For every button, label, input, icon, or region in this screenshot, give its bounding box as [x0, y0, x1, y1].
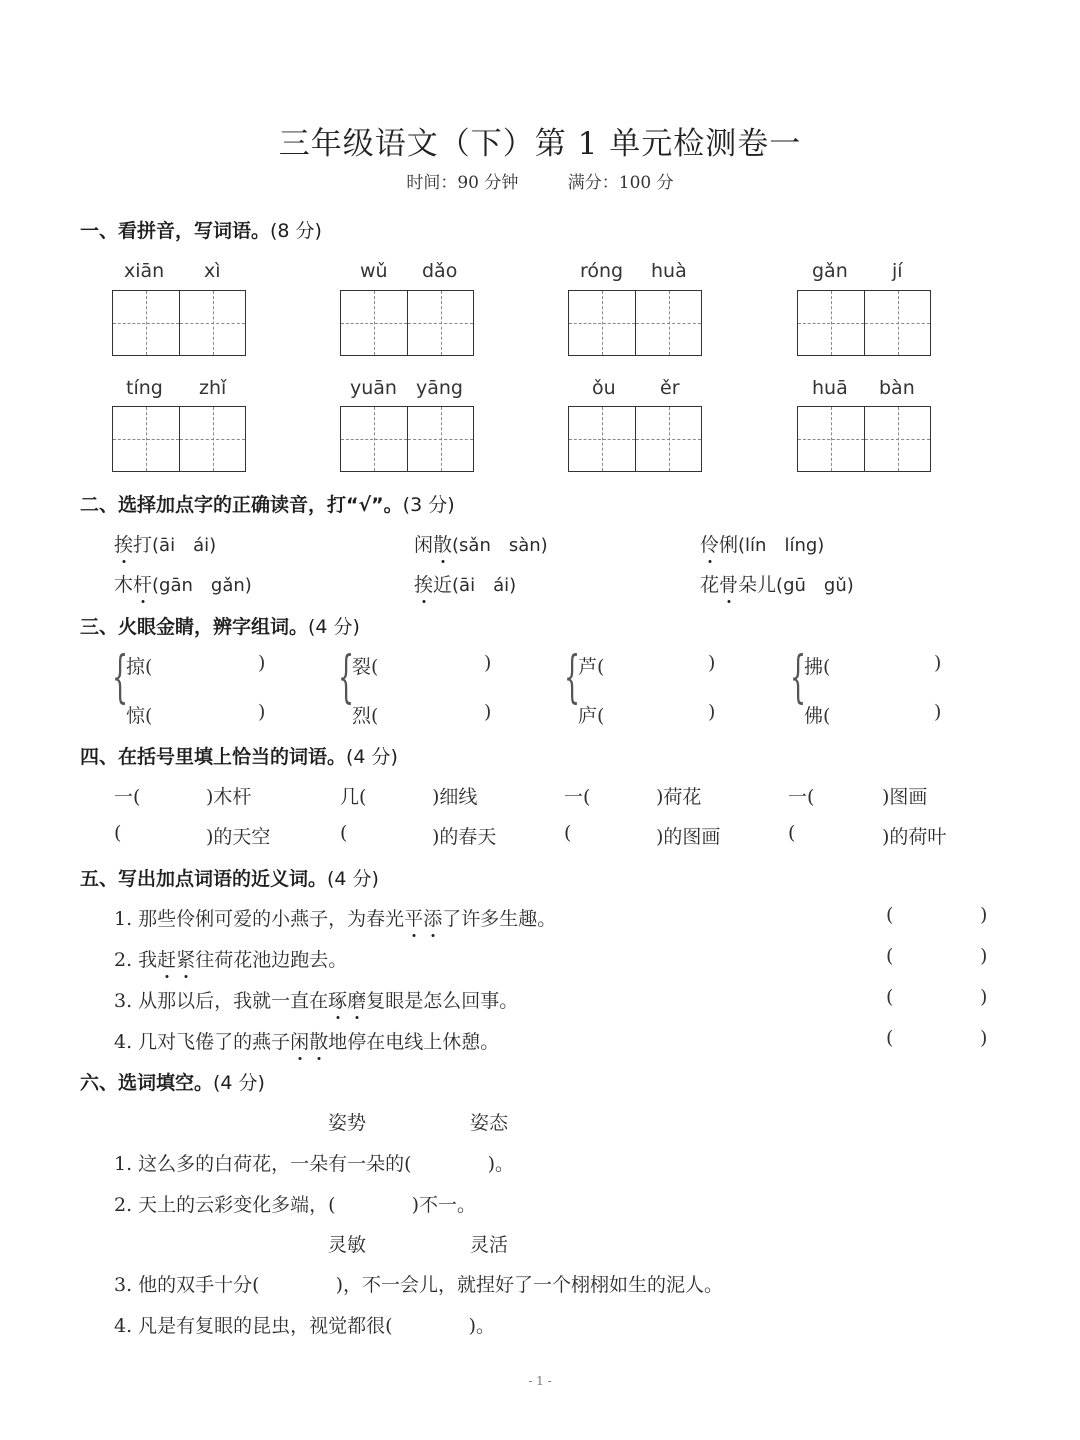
fill-sentence[interactable]: 3. 他的双手十分( )，不一会儿，就捏好了一个栩栩如生的泥人。 — [114, 1274, 723, 1296]
section-2-heading: 二、选择加点字的正确读音，打“√”。(3 分) — [80, 494, 455, 516]
reading-choice[interactable]: 花骨朵儿(gū gǔ) — [700, 574, 854, 596]
fill-blank[interactable]: 几( — [340, 786, 367, 808]
writing-grid[interactable] — [340, 290, 474, 356]
brace-icon: { — [564, 645, 581, 710]
word-choice: 灵活 — [470, 1234, 509, 1256]
fill-blank[interactable]: 一( — [788, 786, 815, 808]
section-6-heading: 六、选词填空。(4 分) — [80, 1072, 265, 1094]
fill-sentence[interactable]: 4. 凡是有复眼的昆虫，视觉都很( )。 — [114, 1315, 495, 1337]
word-choice: 灵敏 — [328, 1234, 367, 1256]
reading-choice[interactable]: 木杆(gān gǎn) — [114, 574, 252, 596]
fill-blank[interactable]: ( — [564, 822, 572, 844]
exam-info — [0, 168, 1080, 193]
fill-blank[interactable]: 一( — [564, 786, 591, 808]
reading-choice[interactable]: 伶俐(lín líng) — [700, 534, 825, 556]
dotted-char: 骨 — [719, 574, 739, 596]
page-title: 三年级语文（下）第 1 单元检测卷一 — [278, 126, 802, 162]
page-number: - 1 - — [528, 1374, 552, 1388]
section-5-heading: 五、写出加点词语的近义词。(4 分) — [80, 868, 379, 890]
dotted-char: 伶 — [700, 534, 720, 556]
fill-blank[interactable]: ( — [340, 822, 348, 844]
dotted-char: 杆 — [133, 574, 153, 596]
synonym-sentence: 4. 几对飞倦了的燕子闲散地停在电线上休憩。 — [114, 1031, 500, 1053]
dotted-char: 挨 — [114, 534, 134, 556]
dotted-char: 散 — [433, 534, 453, 556]
synonym-sentence: 1. 那些伶俐可爱的小燕子，为春光平添了许多生趣。 — [114, 908, 557, 930]
word-choice: 姿态 — [470, 1112, 509, 1134]
section-1-heading: 一、看拼音，写词语。(8 分) — [80, 220, 322, 242]
fill-blank[interactable]: ( — [788, 822, 796, 844]
fill-sentence[interactable]: 2. 天上的云彩变化多端，( )不一。 — [114, 1194, 476, 1216]
exam-score: 满分：100 分 — [567, 173, 674, 193]
brace-icon: { — [790, 645, 807, 710]
writing-grid[interactable] — [797, 406, 931, 472]
writing-grid[interactable] — [340, 406, 474, 472]
synonym-sentence: 2. 我赶紧往荷花池边跑去。 — [114, 949, 348, 971]
reading-choice[interactable]: 挨打(āi ái) — [114, 534, 217, 556]
section-4-heading: 四、在括号里填上恰当的词语。(4 分) — [80, 746, 398, 768]
brace-icon: { — [112, 645, 129, 710]
writing-grid[interactable] — [112, 290, 246, 356]
synonym-sentence: 3. 从那以后，我就一直在琢磨复眼是怎么回事。 — [114, 990, 519, 1012]
brace-icon: { — [338, 645, 355, 710]
reading-choice[interactable]: 闲散(sǎn sàn) — [414, 534, 548, 556]
fill-blank[interactable]: ( — [114, 822, 122, 844]
reading-choice[interactable]: 挨近(āi ái) — [414, 574, 517, 596]
writing-grid[interactable] — [568, 406, 702, 472]
fill-sentence[interactable]: 1. 这么多的白荷花，一朵有一朵的( )。 — [114, 1153, 514, 1175]
fill-blank[interactable]: 一( — [114, 786, 141, 808]
exam-time: 时间：90 分钟 — [406, 173, 519, 193]
writing-grid[interactable] — [797, 290, 931, 356]
writing-grid[interactable] — [568, 290, 702, 356]
dotted-char: 挨 — [414, 574, 434, 596]
word-choice: 姿势 — [328, 1112, 367, 1134]
section-3-heading: 三、火眼金睛，辨字组词。(4 分) — [80, 616, 360, 638]
writing-grid[interactable] — [112, 406, 246, 472]
